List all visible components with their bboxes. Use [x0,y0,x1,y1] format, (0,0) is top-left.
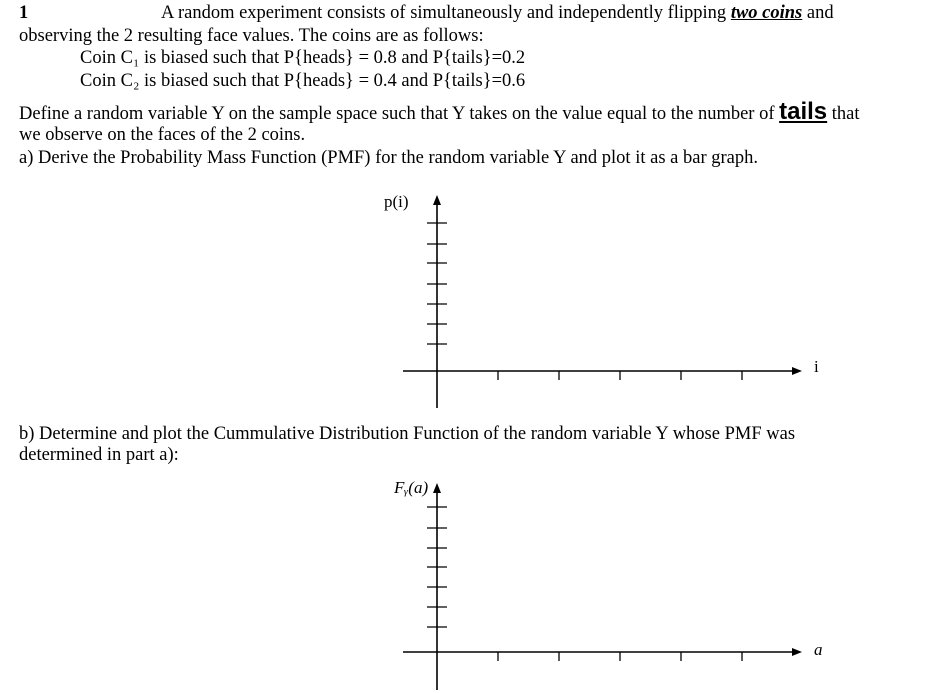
intro-text-post: and [802,3,834,23]
two-coins-emphasis: two coins [730,3,803,23]
part-b-question-line-1: b) Determine and plot the Cummulative Distribution Function of the random variable Y whose PMF was [19,424,796,444]
pmf-y-axis-label: p(i) [384,192,409,211]
x-axis-arrowhead [792,367,802,375]
pmf-x-axis-label: i [814,357,819,376]
part-a-question: a) Derive the Probability Mass Function (PMF) for the random variable Y and plot it as a bar graph. [19,148,758,168]
define-text-pre: Define a random variable Y on the sample space such that Y takes on the value equal to the number of [19,104,780,124]
cdf-axes [403,483,802,690]
cdf-y-axis-label: Fᵧ(a) [394,478,429,497]
part-b-question-line-2: determined in part a): [19,445,179,465]
define-line-2: we observe on the faces of the 2 coins. [19,125,306,145]
x-axis-arrowhead [792,648,802,656]
intro-text-pre: A random experiment consists of simultaneously and independently flipping [161,3,731,23]
coin-1-description: Coin C₁ is biased such that P{heads} = 0.8 and P{tails}=0.2 [80,48,526,68]
problem-number: 1 [19,3,29,23]
y-axis-arrowhead [433,195,441,205]
intro-line-2: observing the 2 resulting face values. The coins are as follows: [19,26,484,46]
coin-2-description: Coin C₂ is biased such that P{heads} = 0.4 and P{tails}=0.6 [80,71,526,91]
cdf-x-axis-label: a [814,640,823,659]
pmf-axes [403,195,802,408]
define-text-post: that [827,104,860,124]
y-axis-arrowhead [433,483,441,493]
tails-emphasis: tails [779,98,828,125]
